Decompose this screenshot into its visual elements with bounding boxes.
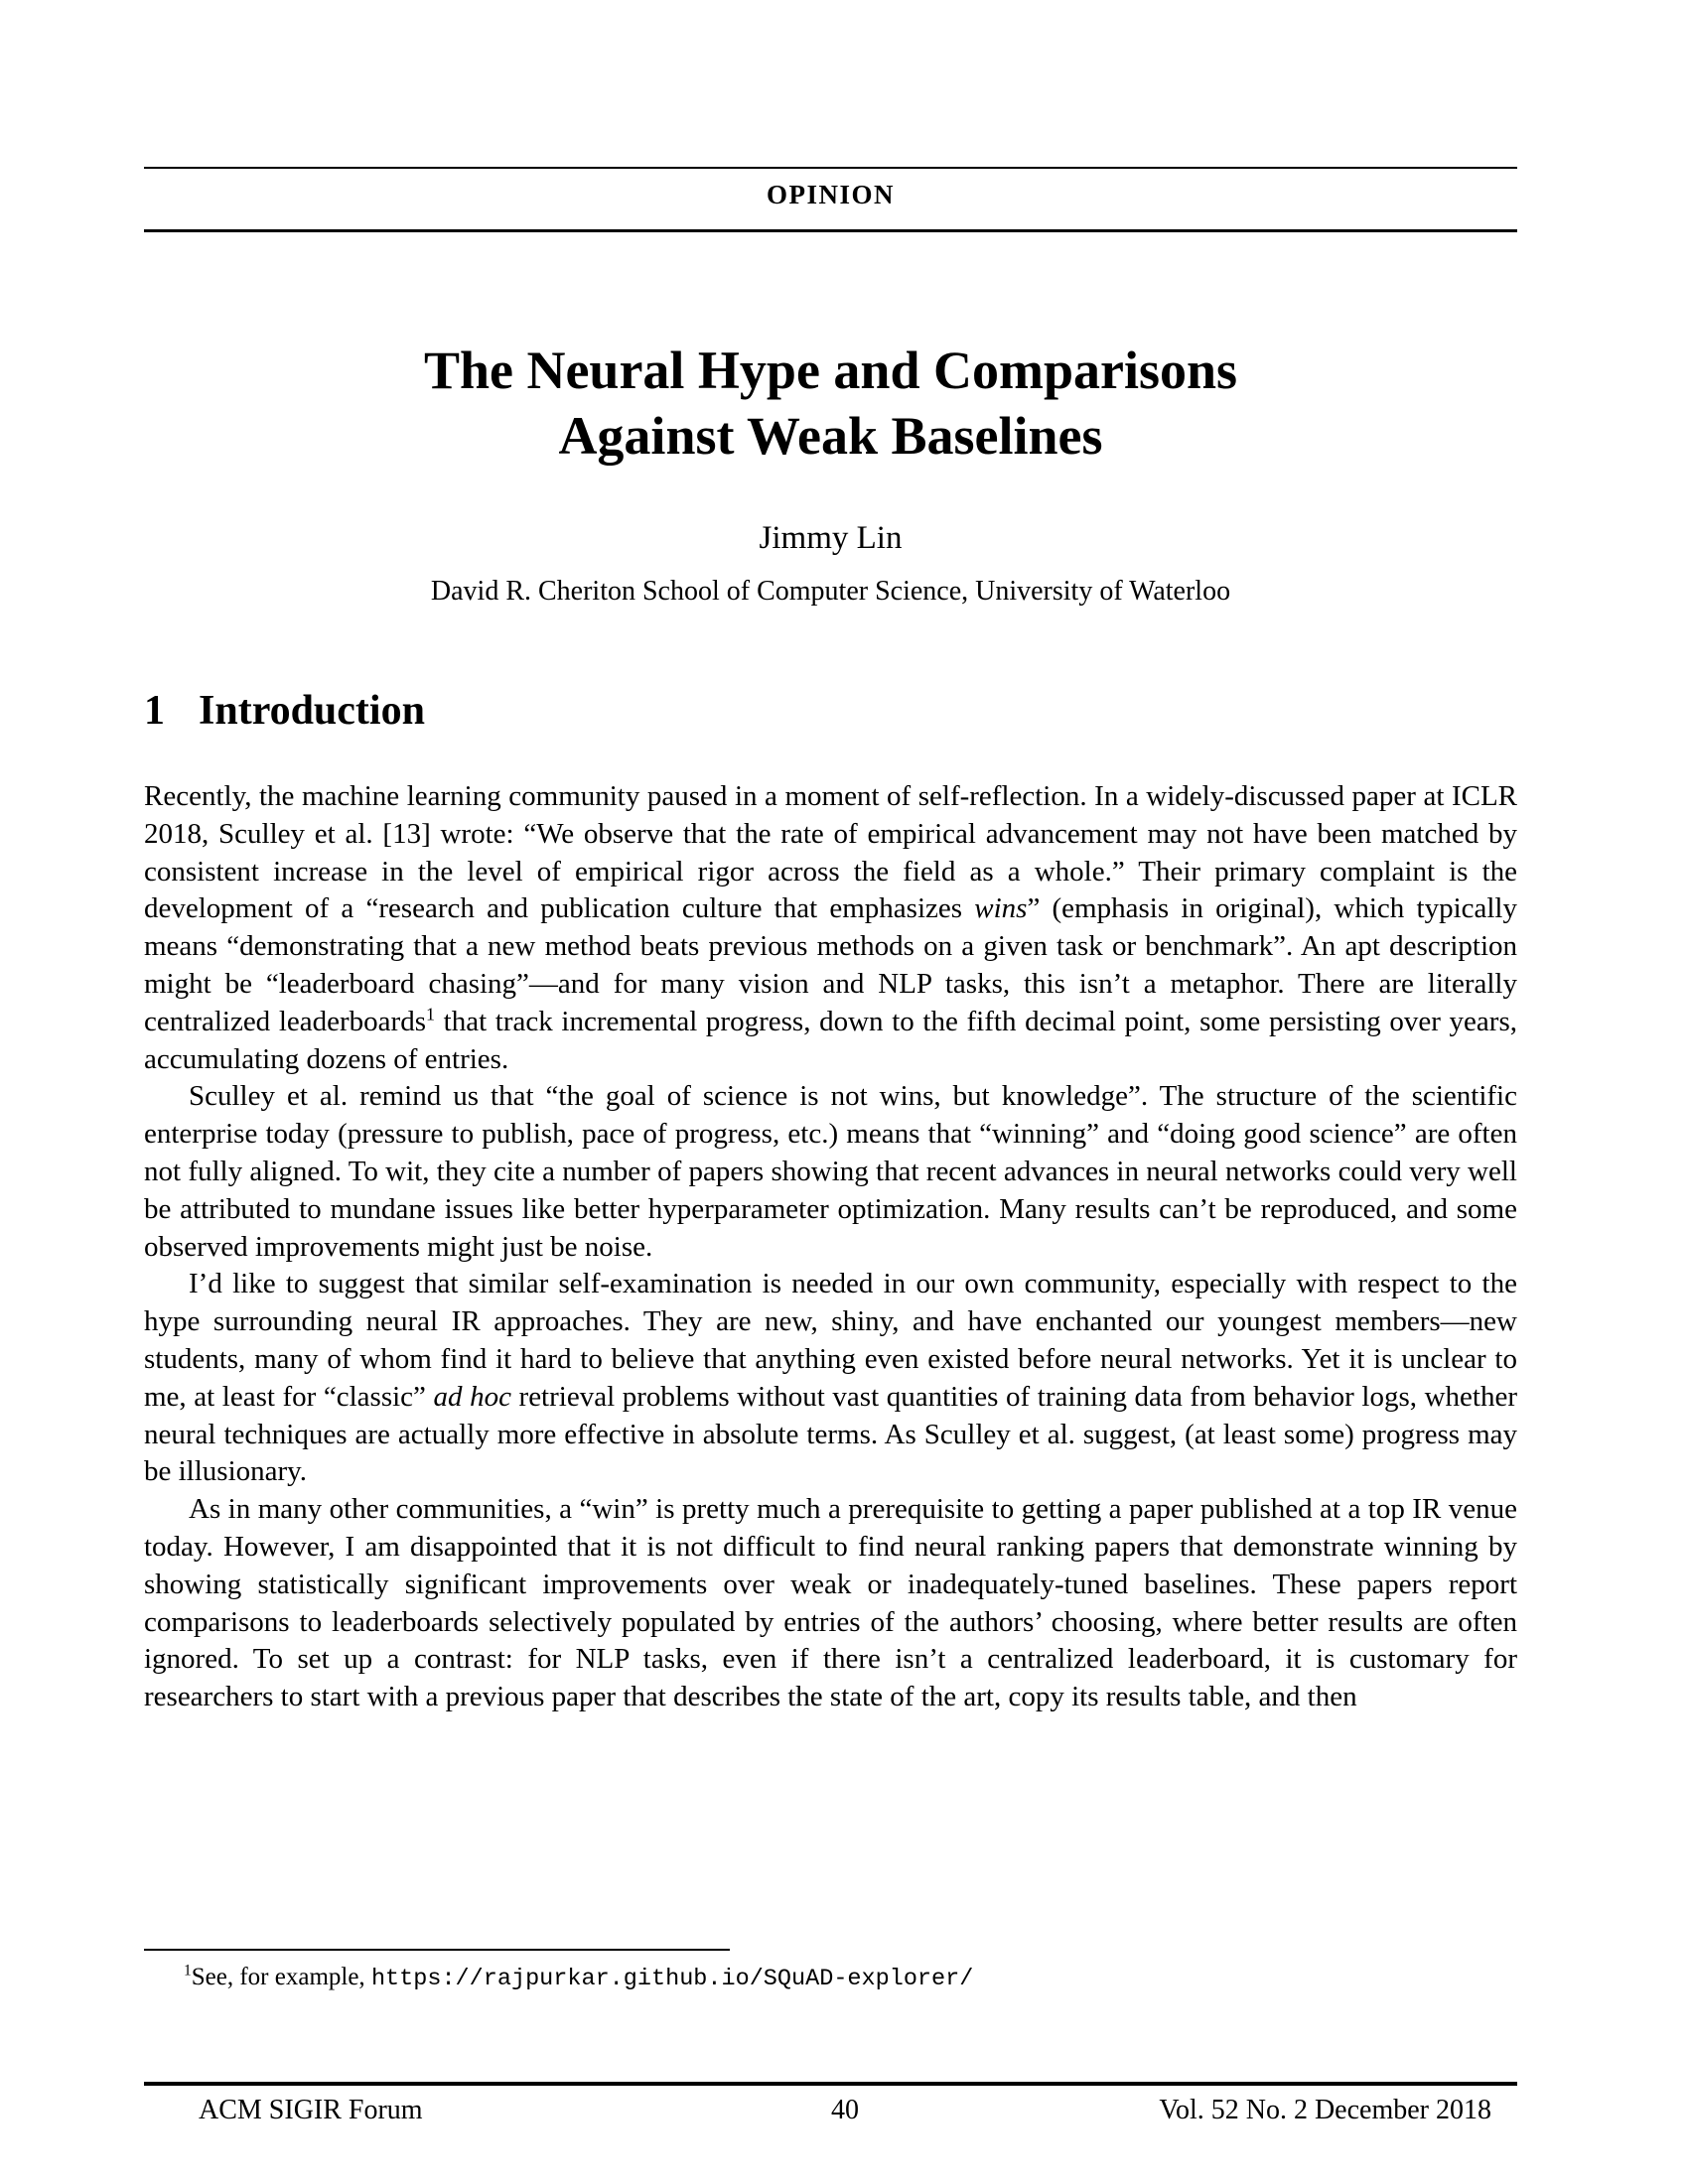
paragraph-1 [144, 778, 1517, 1078]
running-head-opinion: OPINION [766, 180, 895, 209]
text-run: that track incremental progress, down to the fifth decimal point, some persisting over years, accumulating dozens of entries. [144, 1005, 1517, 1075]
footer-rule [144, 2082, 1517, 2086]
text-run: Sculley et al. remind us that “the goal of science is not wins, but knowledge”. The structure of the scientific enterprise today (pressure to publish, pace of progress, etc.) means that “winning” and “doing good science” are often not fully aligned. To wit, they cite a number of papers showing that recent advances in neural networks could very well be attributed to mundane issues like better hyperparameter optimization. Many results can’t be reproduced, and some observed improvements might just be noise. [144, 1080, 1517, 1263]
page-footer [199, 2095, 1491, 2126]
footnote-url-link[interactable]: https://rajpurkar.github.io/SQuAD-explorer/ [370, 1966, 974, 1992]
text-run: I’d like to suggest that similar self-examination is needed in our own community, especially with respect to the hype surrounding neural IR approaches. They are new, shiny, and have enchanted our youngest members—new students, many of whom find it hard to believe that anything even existed before neural networks. Yet it is unclear to me, at least for “classic” [144, 1268, 1517, 1413]
paragraph-3 [144, 1266, 1517, 1491]
section-heading-introduction [144, 687, 1517, 735]
text-run: Recently, the machine learning community paused in a moment of self-reflection. In a widely-discussed paper at ICLR 2018, Sculley et al. [13] wrote: “We observe that the rate of empirical advancement may not have been matched by consistent increase in the level of empirical rigor across the field as a whole.” Their primary complaint is the development of a “research and publication culture that emphasizes [144, 780, 1517, 925]
paragraph-4 [144, 1491, 1517, 1716]
section-number: 1 [144, 688, 165, 734]
header-rule-bottom [144, 229, 1517, 232]
footer-volume-info: Vol. 52 No. 2 December 2018 [1159, 2095, 1491, 2125]
header-rule-top [144, 167, 1517, 169]
author-name: Jimmy Lin [759, 520, 903, 556]
footnote-1 [144, 1962, 1517, 1995]
emphasized-text-run: wins [974, 892, 1028, 925]
paper-title-line2: Against Weak Baselines [558, 406, 1103, 466]
text-run: As in many other communities, a “win” is pretty much a prerequisite to getting a paper published at a top IR venue today. However, I am disappointed that it is not difficult to find neural ranking papers that demonstrate winning by showing statistically significant improvements over weak or inadequately-tuned baselines. These papers report comparisons to leaderboards selectively populated by entries of the authors’ choosing, where better results are often ignored. To set up a contrast: for NLP tasks, even if there isn’t a centralized leaderboard, it is customary for researchers to start with a previous paper that describes the state of the art, copy its results table, and then [144, 1493, 1517, 1713]
author-affiliation: David R. Cheriton School of Computer Science, University of Waterloo [430, 576, 1231, 607]
footnote-separator-rule [144, 1949, 730, 1951]
footnote-marker: 1 [184, 1962, 192, 1979]
paper-title [144, 338, 1517, 469]
paragraph-2 [144, 1078, 1517, 1266]
footnote-text: See, for example, [191, 1964, 371, 1990]
text-run: retrieval problems without vast quantities of training data from behavior logs, whether neural techniques are actually more effective in absolute terms. As Sculley et al. suggest, (at least some) progress may be illusionary. [144, 1380, 1517, 1488]
paper-title-line1: The Neural Hype and Comparisons [423, 341, 1238, 400]
section-title: Introduction [199, 688, 425, 734]
body-text-column [144, 778, 1517, 1716]
footnote-reference-superscript: 1 [426, 1004, 435, 1024]
emphasized-text-run: ad hoc [433, 1380, 511, 1413]
text-run: ” (emphasis in original), which typically means “demonstrating that a new method beats previous methods on a given task or benchmark”. An apt description might be “leaderboard chasing”—and for many vision and NLP tasks, this isn’t a metaphor. There are literally centralized leaderboards [144, 892, 1517, 1037]
footer-page-number: 40 [831, 2095, 859, 2125]
footer-journal-name: ACM SIGIR Forum [199, 2095, 423, 2125]
